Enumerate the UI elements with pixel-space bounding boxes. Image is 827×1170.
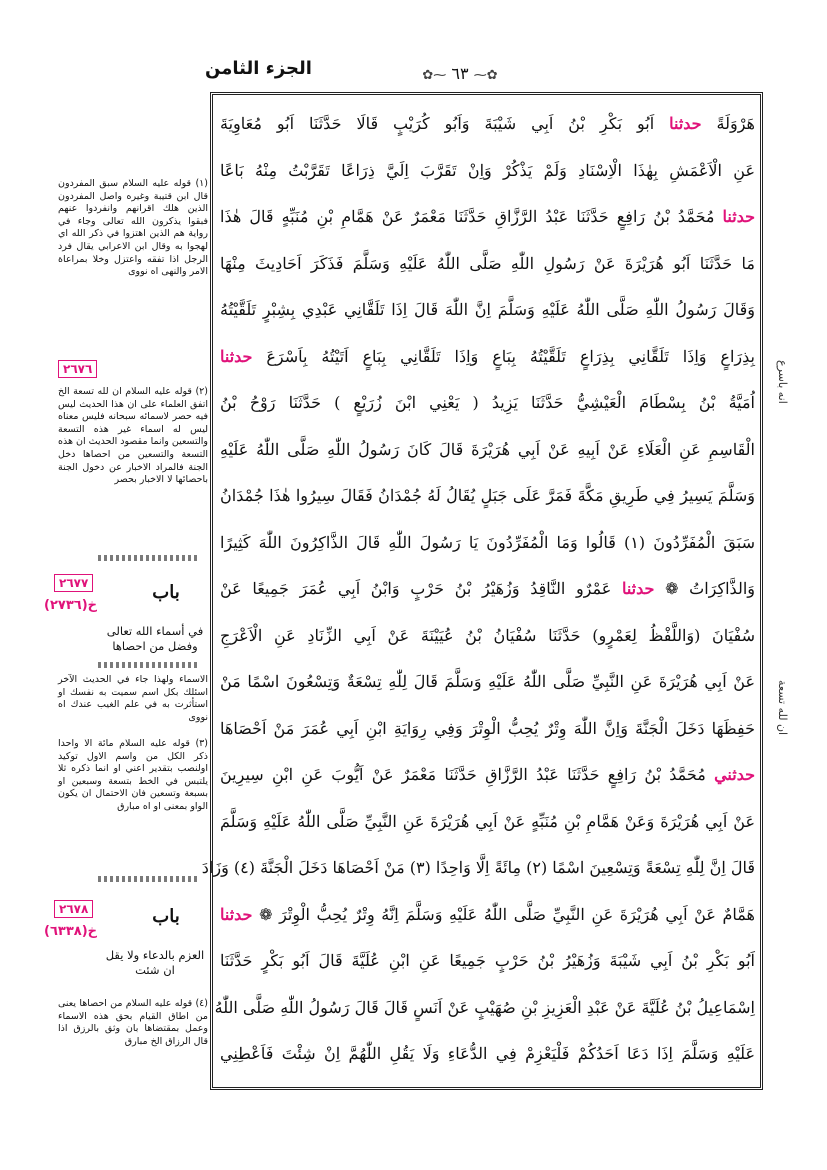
text-segment: اِسْمَاعِيلُ بْنُ عُلَيَّةَ عَنْ عَبْدِ الْعَزِيزِ بْنِ صُهَيْبٍ عَنْ اَنَسٍ قَالَ قَالَ رَسُولُ اللّٰهِ صَلَّى اللّٰهُ (214, 997, 755, 1017)
text-segment: عَمْرٌو النَّاقِدُ وَزُهَيْرُ بْنُ حَرْبٍ وَابْنُ اَبِي عُمَرَ جَمِيعًا عَنْ (220, 579, 622, 598)
text-segment: عَنْ اَبِي هُرَيْرَةَ عَنِ النَّبِيِّ صَلَّى اللّٰهُ عَلَيْهِ وَسَلَّمَ قَالَ لِلّٰهِ تِسْعَةٌ وَتِسْعُونَ اسْمًا مَنْ (220, 672, 755, 691)
text-segment: عَنْ اَبِي هُرَيْرَةَ وَعَنْ هَمَّامِ بْنِ مُنَبِّهٍ عَنْ اَبِي هُرَيْرَةَ عَنِ النَّبِيِّ صَلَّى اللّٰهُ عَلَيْهِ وَسَلَّمَ (220, 811, 755, 831)
ornament-icon: ✿⁓ (422, 68, 447, 83)
hadith-marker: حدثنا (722, 207, 755, 226)
margin-note-bottom: ان لله تسعة (776, 680, 789, 736)
text-line (220, 337, 755, 377)
bukhari-reference: خ(٢٧٣٦) (44, 598, 98, 613)
text-line (220, 476, 755, 516)
text-line (220, 569, 755, 609)
text-segment: سُفْيَانَ (وَاللَّفْظُ لِعَمْرٍو) حَدَّثَنَا سُفْيَانُ بْنُ عُيَيْنَةَ عَنْ اَبِي الزِّنَادِ عَنِ الْاَعْرَجِ (220, 625, 755, 645)
text-line (214, 988, 755, 1028)
text-segment: وَالذَّاكِرَاتُ ❁ (654, 579, 755, 598)
hadith-marker: حدثني (714, 765, 755, 784)
text-line (220, 941, 755, 981)
text-line (220, 802, 755, 842)
notes-column (44, 178, 208, 1098)
text-segment: قَالَ اِنَّ لِلّٰهِ تِسْعَةً وَتِسْعِينَ اسْمًا (٢) مِائَةً اِلَّا وَاحِدًا (٣) مَنْ اَحْصَاهَا دَخَلَ الْجَنَّةَ (٤) وَزَادَ (201, 858, 755, 877)
text-segment: عَنِ الْاَعْمَشِ بِهٰذَا الْاِسْنَادِ وَلَمْ يَذْكُرْ وَاِنْ تَقَرَّبَ اِلَيَّ ذِرَاعًا تَقَرَّبْتُ مِنْهُ بَاعًا (220, 160, 755, 180)
chapter-title: في أسماء الله تعالى وفضل من احصاها (106, 624, 204, 653)
text-line (220, 755, 755, 795)
page-number (422, 64, 497, 83)
footnote-2: (٢) قوله عليه السلام ان لله تسعة الخ اتفق العلماء على ان هذا الحديث ليس فيه حصر لاسمائه سبحانه فليس معناه ليس له اسماء غير هذه التسعة والتسعين وانما مقصود الحديث ان هذه التسعة والتسعين من احصاها دخل الجنة فالمراد الاخبار عن دخول الجنة باحصائها لا الاخبار بحصر (58, 386, 208, 486)
bukhari-reference: خ(٦٣٣٨) (44, 924, 98, 939)
chapter-title: العزم بالدعاء ولا يقل ان شئت (105, 948, 205, 977)
text-segment: هَرْوَلَةً (701, 114, 755, 133)
footnote-1: (١) قوله عليه السلام سبق المفردون قال ابن قتيبة وغيره واصل المفردون الذين هلك اقرانهم وانفردوا عنهم فبقوا يذكرون الله تعالى وجاء في رواية هم الذين اهتزوا في ذكر الله اي لهجوا به وقال ابن الاعرابي يقال فرد الرجل اذا تفقه واعتزل وخلا بمراعاة الامر والنهى اه نووى (58, 178, 208, 278)
volume-title: الجزء الثامن (205, 58, 312, 79)
text-segment: وَسَلَّمَ يَسِيرُ فِي طَرِيقِ مَكَّةَ فَمَرَّ عَلَى جَبَلٍ يُقَالُ لَهُ جُمْدَانُ فَقَالَ سِيرُوا هٰذَا جُمْدَانُ (220, 486, 755, 505)
hadith-number-badge: ٢٦٧٦ (58, 360, 97, 378)
text-line (220, 709, 755, 749)
text-line (220, 430, 755, 470)
hadith-marker: حدثنا (621, 579, 655, 598)
text-segment: اَبُو بَكْرِ بْنُ اَبِي شَيْبَةَ وَزُهَيْرُ بْنُ حَرْبٍ جَمِيعًا عَنِ ابْنِ عُلَيَّةَ قَالَ اَبُو بَكْرٍ حَدَّثَنَا (220, 951, 755, 970)
text-segment: هَمَّامٌ عَنْ اَبِي هُرَيْرَةَ عَنِ النَّبِيِّ صَلَّى اللّٰهُ عَلَيْهِ وَسَلَّمَ اِنَّهُ وِتْرٌ يُحِبُّ الْوِتْرَ ❁ (252, 904, 755, 924)
chapter-heading: باب (152, 906, 180, 927)
text-line (220, 197, 755, 237)
text-line (220, 383, 755, 423)
text-line (220, 895, 755, 935)
hadith-marker: حدثنا (220, 904, 253, 924)
text-line (220, 244, 755, 284)
divider (98, 662, 198, 668)
text-line (220, 104, 755, 144)
text-segment: عَلَيْهِ وَسَلَّمَ اِذَا دَعَا اَحَدُكُمْ فَلْيَعْزِمْ فِي الدُّعَاءِ وَلَا يَقُلِ اللّٰهُمَّ اِنْ شِئْتَ فَاَعْطِنِي (220, 1044, 755, 1063)
text-line (201, 848, 755, 888)
text-segment: وَقَالَ رَسُولُ اللّٰهِ صَلَّى اللّٰهُ عَلَيْهِ وَسَلَّمَ اِنَّ اللّٰهَ قَالَ اِذَا تَلَقَّانِي عَبْدِي بِشِبْرٍ تَلَقَّيْتُهُ (220, 300, 755, 319)
text-segment: مُحَمَّدُ بْنُ رَافِعٍ حَدَّثَنَا عَبْدُ الرَّزَّاقِ حَدَّثَنَا مَعْمَرٌ عَنْ اَيُّوبَ عَنِ ابْنِ سِيرِينَ (220, 765, 715, 784)
text-line (220, 662, 755, 702)
text-line (220, 290, 755, 330)
footnote-2-cont: الاسماء ولهذا جاء في الحديث الآخر اسئلك بكل اسم سميت به نفسك او استأثرت به في علم الغيب عندك اه نووى (58, 674, 208, 723)
text-line (220, 523, 755, 563)
hadith-marker: حدثنا (220, 346, 253, 366)
text-segment: مَا حَدَّثَنَا اَبُو هُرَيْرَةَ عَنْ رَسُولِ اللّٰهِ صَلَّى اللّٰهُ عَلَيْهِ وَسَلَّمَ فَذَكَرَ اَحَادِيثَ مِنْهَا (220, 253, 755, 273)
text-segment: اَبُو بَكْرِ بْنُ اَبِي شَيْبَةَ وَاَبُو كُرَيْبٍ قَالَا حَدَّثَنَا اَبُو مُعَاوِيَةَ (220, 114, 670, 133)
divider (98, 876, 198, 882)
hadith-number-badge: ٢٦٧٨ (54, 900, 93, 918)
margin-note-top: انه باسرع (776, 360, 789, 404)
text-segment: بِذِرَاعٍ وَاِذَا تَلَقَّانِي بِذِرَاعٍ تَلَقَّيْتُهُ بِبَاعٍ وَاِذَا تَلَقَّانِي بِبَاعٍ اَتَيْتُهُ بِاَسْرَعَ (252, 346, 755, 366)
hadith-text (201, 104, 755, 1084)
page-number-value: ٦٣ (451, 64, 469, 83)
text-line (220, 1034, 755, 1074)
divider (98, 555, 198, 561)
chapter-heading: باب (152, 582, 180, 603)
footnote-4: (٤) قوله عليه السلام من احصاها يعنى من اطاق القيام بحق هذه الاسماء وعمل بمقتضاها بان وثق بالرزق اذا قال الرزاق الخ مبارق (58, 998, 208, 1047)
footnote-3: (٣) قوله عليه السلام مائة الا واحدا ذكر الكل من واسم الاول توكيد اولنصب بتقدير اعني او انما ذكره ثلا يلتبس في الخط بتسعة وسبعين او بسبعة وتسعين فان الاحتمال ان يكون الواو بمعنى او اه مبارق (58, 738, 208, 812)
text-segment: الْقَاسِمِ عَنِ الْعَلَاءِ عَنْ اَبِيهِ عَنْ اَبِي هُرَيْرَةَ قَالَ كَانَ رَسُولُ اللّٰهِ صَلَّى اللّٰهُ عَلَيْهِ (220, 439, 755, 459)
ornament-icon: ⁓✿ (473, 68, 498, 83)
hadith-marker: حدثنا (669, 114, 702, 133)
text-line (220, 616, 755, 656)
text-segment: حَفِظَهَا دَخَلَ الْجَنَّةَ وَاِنَّ اللّٰهَ وِتْرٌ يُحِبُّ الْوِتْرَ وَفِي رِوَايَةِ ابْنِ اَبِي عُمَرَ مَنْ اَحْصَاهَا (220, 718, 755, 738)
text-segment: اُمَيَّةُ بْنُ بِسْطَامَ الْعَيْشِيُّ حَدَّثَنَا يَزِيدُ ( يَعْنِي ابْنَ زُرَيْعٍ ) حَدَّثَنَا رَوْحُ بْنُ (220, 393, 755, 412)
text-line (220, 151, 755, 191)
text-segment: مُحَمَّدُ بْنُ رَافِعٍ حَدَّثَنَا عَبْدُ الرَّزَّاقِ حَدَّثَنَا مَعْمَرٌ عَنْ هَمَّامِ بْنِ مُنَبِّهٍ قَالَ هٰذَا (220, 207, 723, 226)
hadith-number-badge: ٢٦٧٧ (54, 574, 93, 592)
text-segment: سَبَقَ الْمُفَرِّدُونَ (١) قَالُوا وَمَا الْمُفَرِّدُونَ يَا رَسُولَ اللّٰهِ قَالَ الذَّاكِرُونَ اللّٰهَ كَثِيرًا (220, 532, 755, 552)
